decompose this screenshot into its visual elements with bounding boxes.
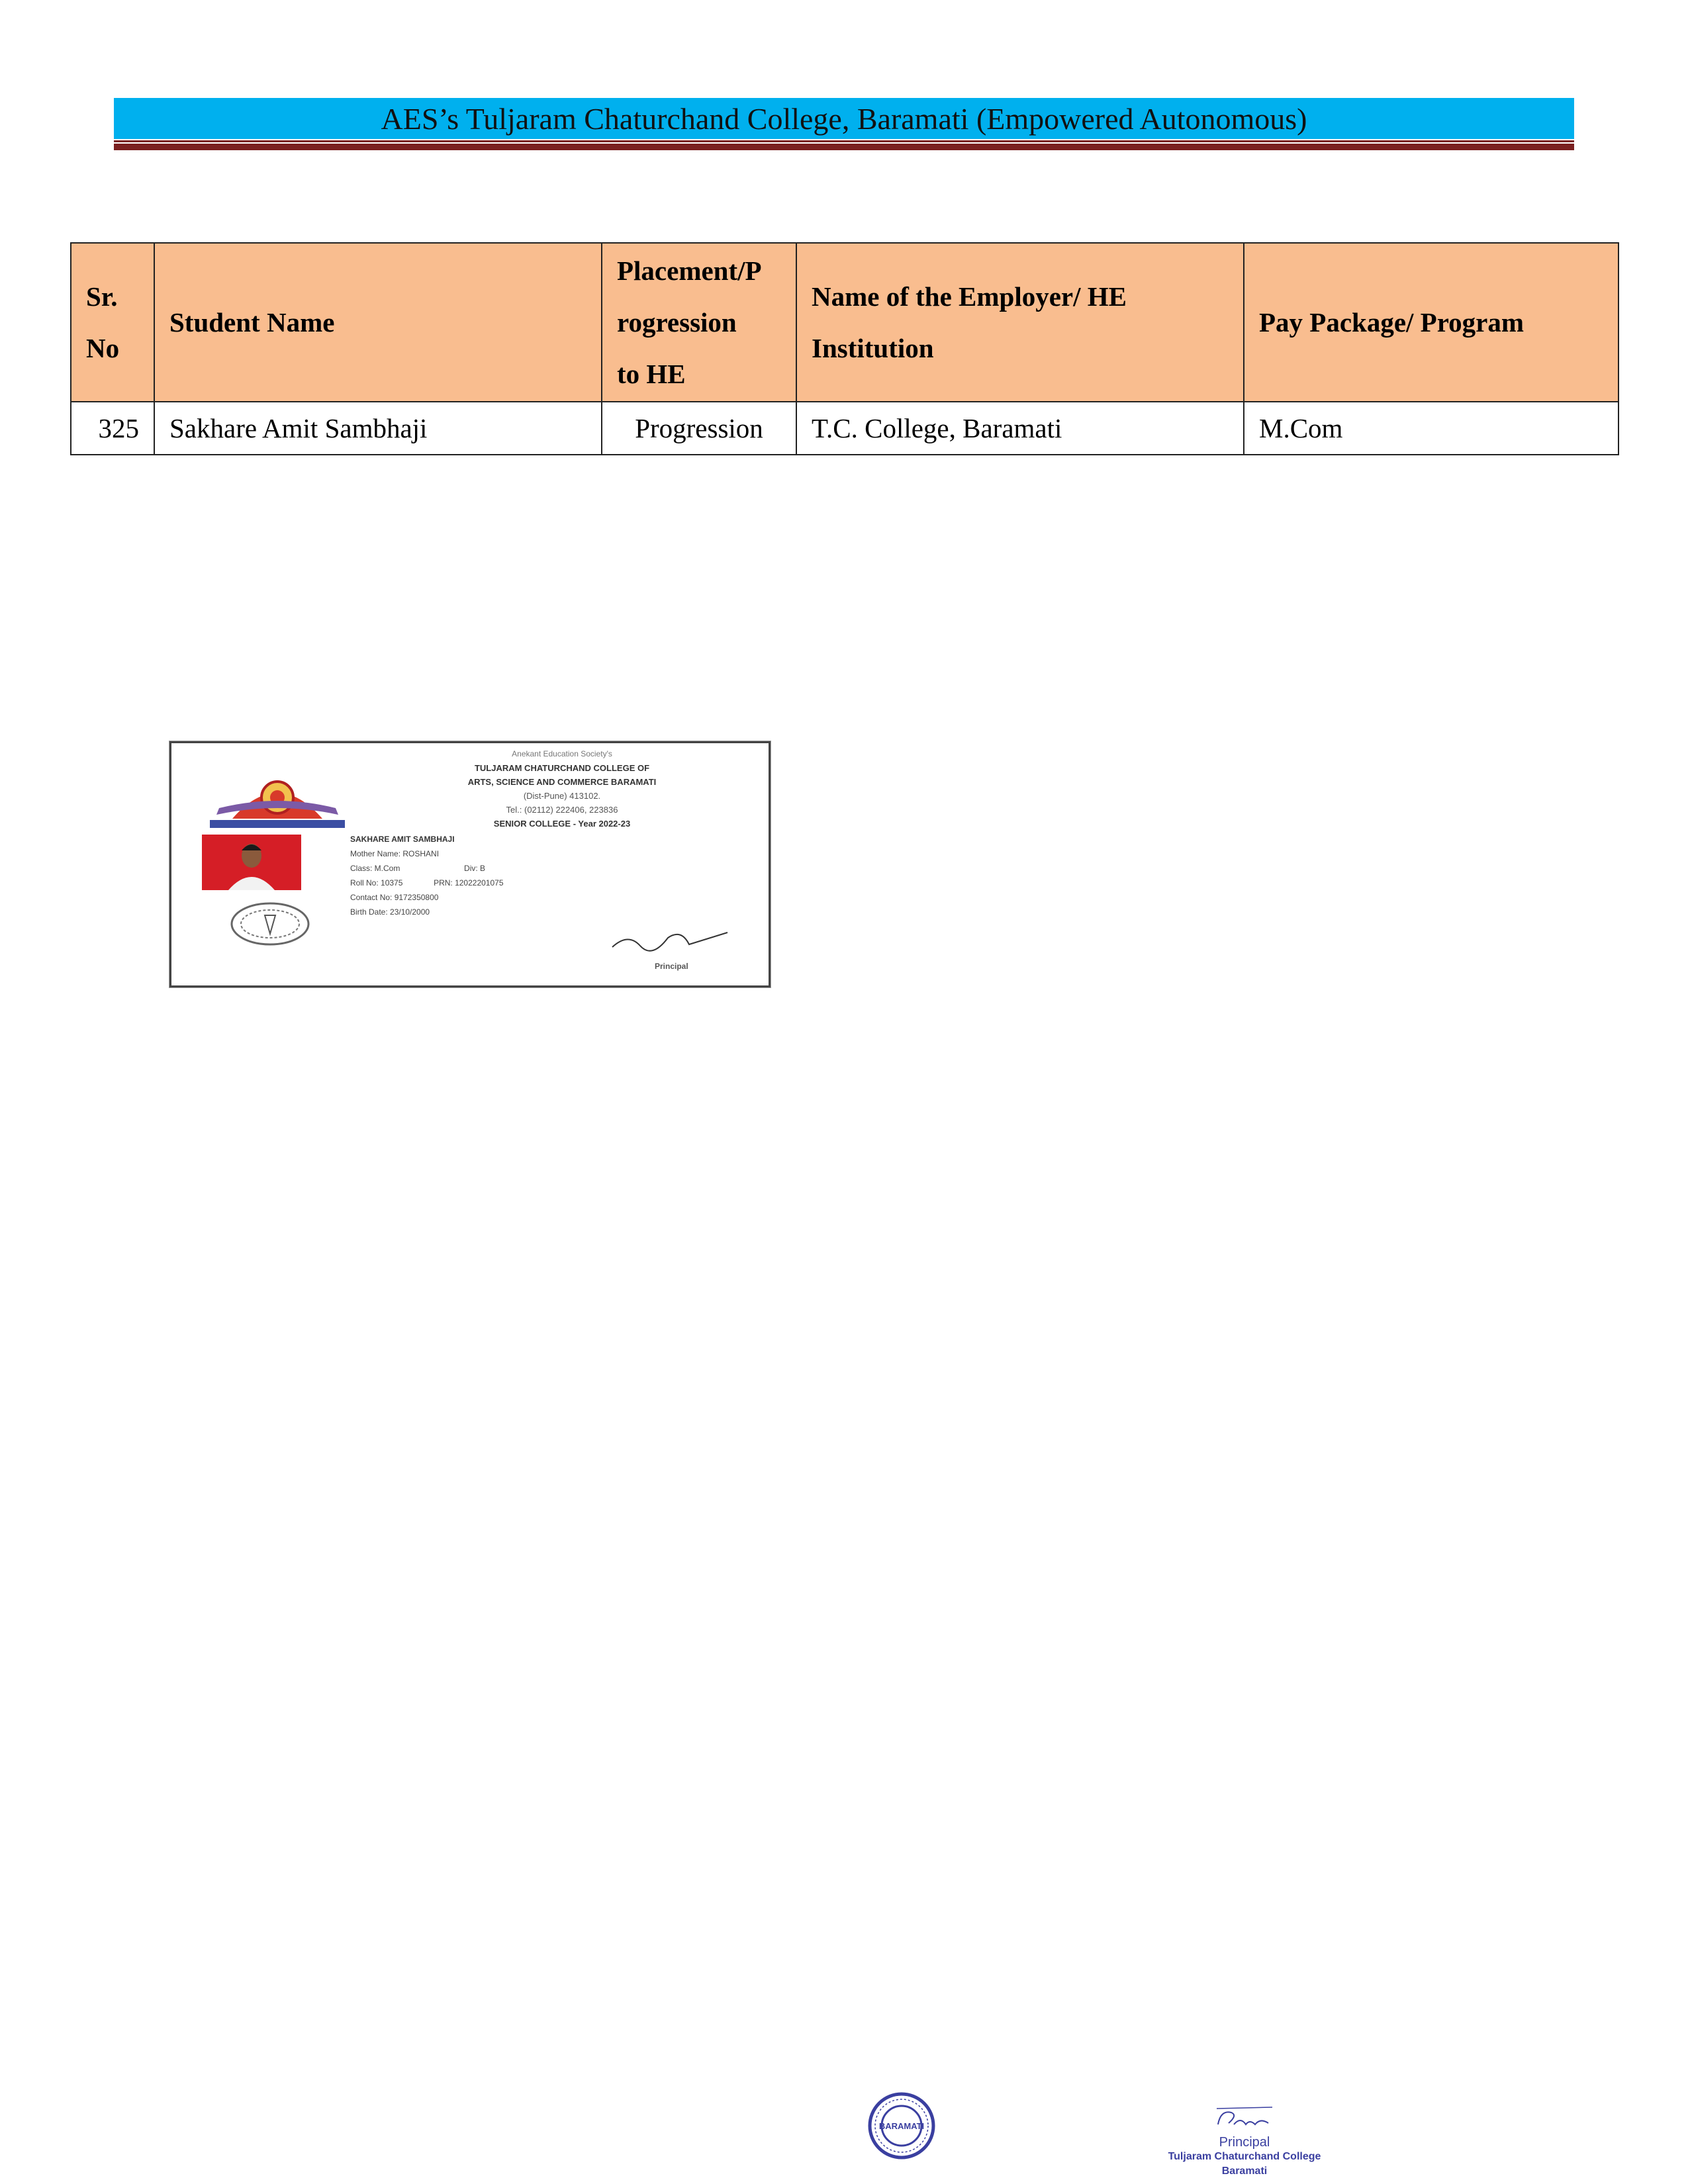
card-signature-icon xyxy=(608,923,734,956)
card-heading xyxy=(370,747,754,831)
card-session: SENIOR COLLEGE - Year 2022-23 xyxy=(493,819,631,829)
card-roll-row xyxy=(350,876,504,890)
document-title: AES’s Tuljaram Chaturchand College, Baramati (Empowered Autonomous) xyxy=(381,101,1307,136)
cell-pay-package-program: M.Com xyxy=(1244,402,1618,455)
col-header-employer-institution: Name of the Employer/ HE Institution xyxy=(796,243,1244,402)
table-row xyxy=(71,402,1618,455)
card-college-line1: TULJARAM CHATURCHAND COLLEGE OF xyxy=(474,763,650,773)
college-logo-icon xyxy=(206,767,349,831)
card-contact: Contact No: 9172350800 xyxy=(350,893,439,902)
cell-sr-no: 325 xyxy=(71,402,154,455)
card-birth-date: Birth Date: 23/10/2000 xyxy=(350,907,430,917)
student-photo xyxy=(202,835,301,890)
card-address: (Dist-Pune) 413102. xyxy=(523,791,601,801)
card-division: Div: B xyxy=(464,864,486,873)
college-stamp-icon xyxy=(867,2091,936,2160)
card-seal-icon xyxy=(228,901,312,947)
student-id-card xyxy=(169,741,771,987)
card-class-row xyxy=(350,861,504,876)
cell-student-name: Sakhare Amit Sambhaji xyxy=(154,402,602,455)
principal-college: Tuljaram Chaturchand College xyxy=(1168,2151,1321,2162)
principal-city: Baramati xyxy=(1221,2165,1268,2177)
student-photo-icon xyxy=(202,835,301,890)
col-header-pay-package: Pay Package/ Program xyxy=(1244,243,1618,402)
card-principal-label: Principal xyxy=(655,962,688,971)
header-rule-thick xyxy=(114,144,1574,150)
cell-employer-institution: T.C. College, Baramati xyxy=(796,402,1244,455)
card-phone: Tel.: (02112) 222406, 223836 xyxy=(506,805,618,815)
progression-table xyxy=(70,242,1619,455)
card-class: Class: M.Com xyxy=(350,864,400,873)
col-header-student-name: Student Name xyxy=(154,243,602,402)
card-college-line2: ARTS, SCIENCE AND COMMERCE BARAMATI xyxy=(467,777,657,787)
principal-signature-block xyxy=(1152,2135,1337,2179)
card-student-name: SAKHARE AMIT SAMBHAJI xyxy=(350,835,455,844)
cell-placement-progression: Progression xyxy=(602,402,796,455)
col-header-placement-progression: Placement/P rogression to HE xyxy=(602,243,796,402)
principal-signature-icon xyxy=(1211,2105,1275,2134)
document-header-band xyxy=(114,98,1574,139)
header-rule-thin xyxy=(114,140,1574,142)
card-prn: PRN: 12022201075 xyxy=(434,878,504,887)
principal-title: Principal xyxy=(1219,2135,1270,2150)
col-header-sr-no: Sr. No xyxy=(71,243,154,402)
card-details xyxy=(350,832,504,919)
card-roll-no: Roll No: 10375 xyxy=(350,878,403,887)
card-society: Anekant Education Society's xyxy=(512,749,612,758)
stamp-text: BARAMATI xyxy=(878,2121,925,2131)
table-header-row xyxy=(71,243,1618,402)
card-mother-name: Mother Name: ROSHANI xyxy=(350,849,440,858)
